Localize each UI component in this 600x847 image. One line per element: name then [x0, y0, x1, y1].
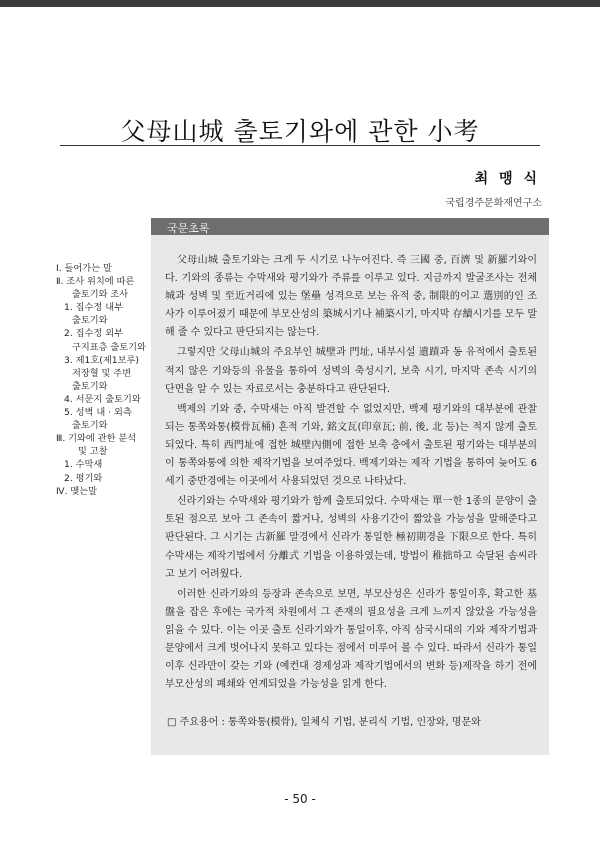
abstract-heading: 국문초록: [167, 222, 210, 235]
toc-item: 1. 수막새: [64, 459, 103, 471]
author-name: 최 맹 식: [474, 171, 540, 187]
abstract-paragraph: 백제의 기와 중, 수막새는 아직 발견할 수 없었지만, 백제 평기와의 대부분에 관찰되는 통쪽와통(模骨瓦桶) 흔적 기와, 銘文瓦(印章瓦; 前, 後, 北 등)는 적지 않게 출토되었다. 특히 西門址에 접한 城壁內側에 접한 보축 층에서 출토된 평기와는 대부분의 이 통쪽와통에 의한 제작기법을 보여주었다. 백제기와는 제작 기법을 통하여 늦어도 6세기 중반경에는 이곳에서 사용되었던 것으로 나타났다.: [165, 403, 537, 488]
abstract-body: [165, 252, 537, 696]
toc-item: 4. 서문지 출토기와: [64, 393, 141, 405]
top-rule: [0, 0, 600, 7]
toc-item: Ⅲ. 기와에 관한 분석: [56, 433, 137, 445]
toc-item: 출토기와: [72, 315, 108, 327]
paper-title: 父母山城 출토기와에 관한 小考: [120, 117, 480, 146]
keywords: □ 주요용어 : 통쪽와통(模骨), 일체식 기법, 분리식 기법, 인장와, 명문와: [167, 717, 481, 728]
toc-item: 1. 집수정 내부: [64, 302, 123, 314]
toc-item: Ⅱ. 조사 위치에 따른: [56, 276, 135, 288]
toc-item: 출토기와: [72, 380, 108, 392]
abstract-paragraph: 그렇지만 父母山城의 주요부인 城壁과 門址, 내부시설 遺蹟과 동 유적에서 출토된 적지 않은 기와등의 유물을 통하여 성벽의 축성시기, 보축 시기, 마지막 존속 시기의 단면을 알 수 있는 자료로서는 충분하다고 판단된다.: [165, 347, 537, 395]
abstract-header: [151, 218, 549, 235]
table-of-contents: [56, 262, 156, 498]
title-underline: [60, 145, 540, 146]
author-affiliation: 국립경주문화재연구소: [445, 198, 542, 209]
toc-item: 출토기와: [72, 420, 108, 432]
abstract-paragraph: 父母山城 출토기와는 크게 두 시기로 나누어진다. 즉 三國 중, 百濟 및 新羅기와이다. 기와의 종류는 수막새와 평기와가 주류를 이루고 있다. 지금까지 발굴조사는 전체 城과 성벽 및 至近거리에 있는 堡壘 성격으로 보는 유적 중, 制限的이고 選別的인 조사가 이루어졌기 때문에 부모산성의 築城시기나 補築시기, 마지막 存續시기를 모두 말해 줄 수 있다고 판단되지는 않는다.: [165, 255, 537, 339]
page-number: - 50 -: [284, 792, 316, 806]
toc-item: Ⅳ. 맺는말: [56, 485, 97, 497]
toc-item: 출토기와 조사: [72, 289, 129, 301]
toc-item: 3. 제1호(제1보루): [64, 354, 139, 366]
abstract-paragraph: 이러한 신라기와의 등장과 존속으로 보면, 부모산성은 신라가 통일이후, 확고한 基盤을 잡은 후에는 국가적 차원에서 그 존재의 필요성을 크게 느끼지 않았을 가능성을 읽을 수 있다. 이는 이곳 출토 신라기와가 통일이후, 아직 삼국시대의 기와 제작기법과 문양에서 크게 벗어나지 못하고 있다는 점에서 미루어 볼 수 있다. 따라서 신라가 통일 이후 신라만이 갖는 기와 (예컨대 경제성과 제작기법에서의 변화 등)제작을 하기 전에 부모산성의 폐쇄와 연계되었을 가능성을 읽게 한다.: [165, 588, 537, 691]
abstract-paragraph: 신라기와는 수막새와 평기와가 함께 출토되었다. 수막새는 單一한 1종의 문양이 출토된 점으로 보아 그 존속이 짧거나, 성벽의 사용기간이 짧았을 가능성을 말해준다고 판단된다. 그 시기는 古新羅 말경에서 신라가 통일한 極初期경을 下限으로 한다. 특히 수막새는 제작기법에서 分離式 기법을 이용하였는데, 방법이 稚拙하고 숙달된 솜씨라고 보기 어려웠다.: [165, 496, 537, 580]
toc-item: 구지표층 출토기와: [72, 341, 146, 353]
toc-item: Ⅰ. 들어가는 말: [56, 263, 112, 274]
toc-item: 및 고찰: [78, 446, 108, 458]
toc-item: 2. 평기와: [64, 472, 103, 484]
toc-item: 5. 성벽 내 · 외측: [64, 407, 132, 419]
toc-item: 저장혈 및 주변: [72, 367, 132, 379]
toc-item: 2. 집수정 외부: [64, 328, 123, 340]
